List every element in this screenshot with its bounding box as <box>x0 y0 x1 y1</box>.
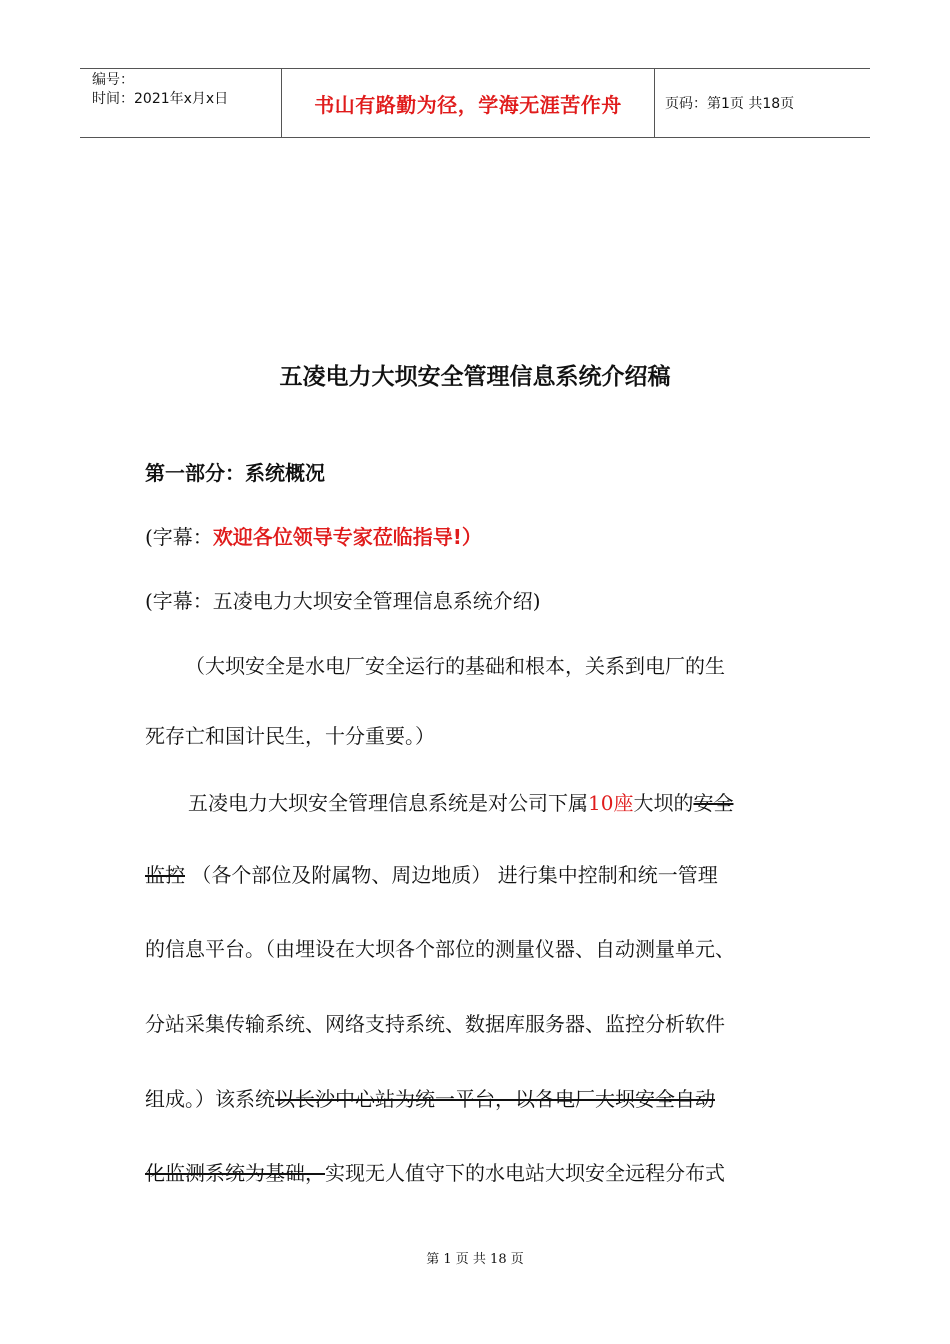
paragraph-2-line-5: 组成。）该系统以长沙中心站为统一平台，以各电厂大坝安全自动 <box>145 1087 715 1111</box>
struck-text: 监控 <box>145 863 185 887</box>
paragraph-2-line-1: 五凌电力大坝安全管理信息系统是对公司下属10座大坝的安全 <box>188 791 734 815</box>
header-motto: 书山有路勤为径，学海无涯苦作舟 <box>282 69 655 137</box>
document-title: 五凌电力大坝安全管理信息系统介绍稿 <box>279 364 671 390</box>
paragraph-2-line-3: 的信息平台。（由埋设在大坝各个部位的测量仪器、自动测量单元、 <box>145 937 735 961</box>
number-label: 编号： <box>92 72 134 88</box>
header-page-info: 页码：第1页 共18页 <box>665 96 795 112</box>
document-header <box>80 68 870 138</box>
struck-text: 化监测系统为基础， <box>145 1161 325 1185</box>
paragraph-2-line-2: 监控 （各个部位及附属物、周边地质） 进行集中控制和统一管理 <box>145 863 718 887</box>
struck-text: 安全 <box>693 791 734 815</box>
paragraph-2-line-6: 化监测系统为基础，实现无人值守下的水电站大坝安全远程分布式 <box>145 1161 725 1185</box>
dam-count: 10座 <box>588 791 634 815</box>
caption-welcome-highlight: 欢迎各位领导专家莅临指导!） <box>212 525 482 549</box>
section-title: 第一部分：系统概况 <box>145 461 325 485</box>
paragraph-1-line-2: 死存亡和国计民生，十分重要。） <box>145 724 435 748</box>
paragraph-1-line-1: （大坝安全是水电厂安全运行的基础和根本，关系到电厂的生 <box>185 654 725 678</box>
header-meta-cell <box>80 69 282 137</box>
date-label: 时间：2021年x月x日 <box>92 91 229 107</box>
caption-intro: (字幕：五凌电力大坝安全管理信息系统介绍) <box>145 589 541 613</box>
page-footer: 第 1 页 共 18 页 <box>426 1252 524 1267</box>
paragraph-2-line-4: 分站采集传输系统、网络支持系统、数据库服务器、监控分析软件 <box>145 1012 725 1036</box>
caption-welcome: (字幕：欢迎各位领导专家莅临指导!） <box>145 525 482 549</box>
struck-text: 以长沙中心站为统一平台，以各电厂大坝安全自动 <box>275 1087 715 1111</box>
